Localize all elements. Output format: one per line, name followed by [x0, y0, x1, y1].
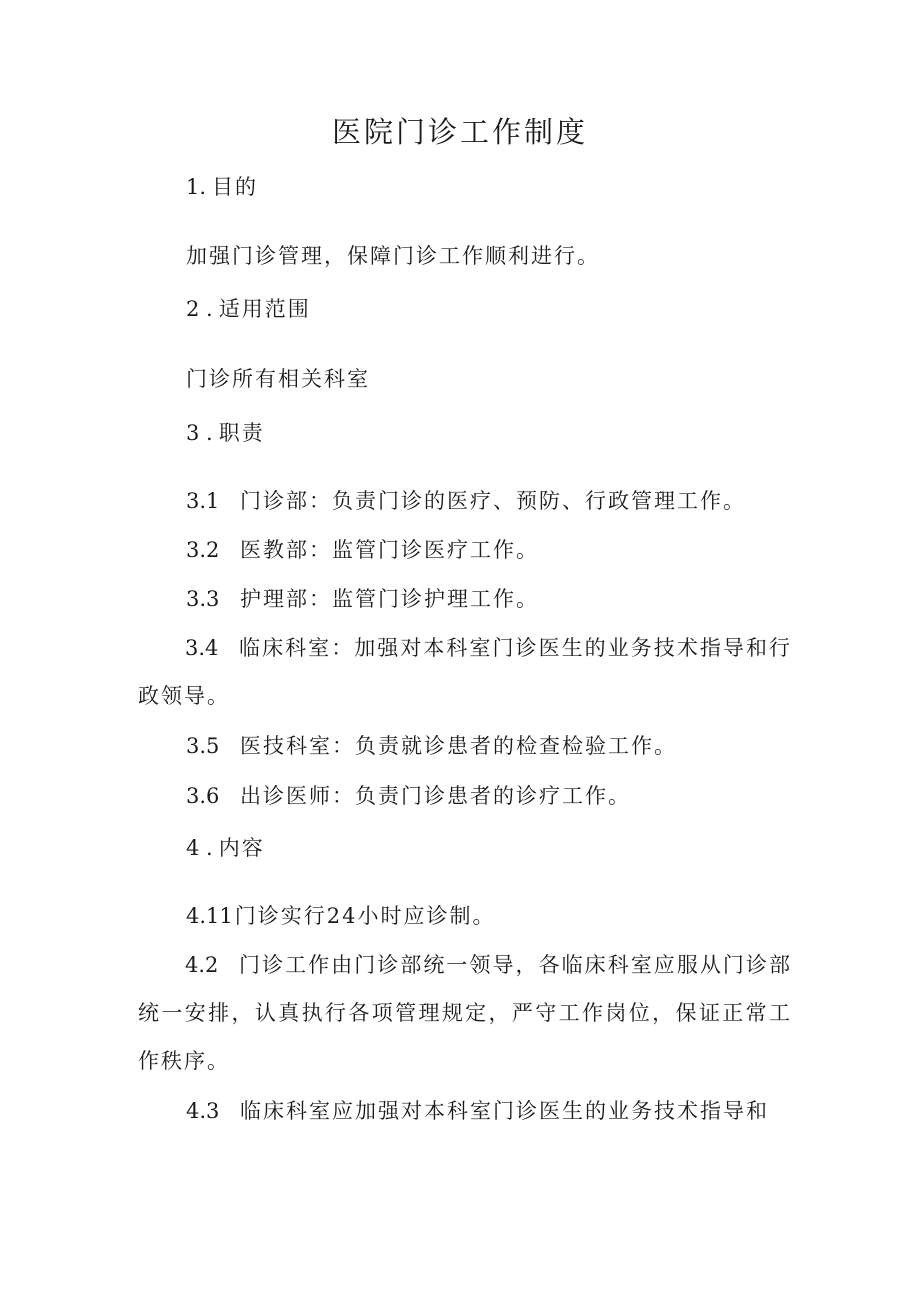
document-title: 医院门诊工作制度	[331, 115, 588, 149]
item-text: 门诊工作由门诊部统一领导，各临床科室应服从门诊部统一安排，认真执行各项管理规定，严守工作岗位，保证正常工作秩序。	[138, 953, 792, 1073]
item-text: 医技科室：负责就诊患者的检查检验工作。	[240, 734, 677, 758]
item-number: 3.6	[186, 784, 220, 808]
section-2-heading	[186, 294, 311, 324]
section-title: 适用范围	[218, 297, 311, 321]
item-number: 4.1	[186, 904, 220, 928]
list-item	[186, 781, 631, 811]
list-item	[186, 584, 539, 614]
list-item	[186, 486, 746, 516]
item-text: 护理部：监管门诊护理工作。	[240, 587, 539, 611]
section-title: 目的	[212, 175, 259, 199]
section-title: 职责	[218, 421, 265, 445]
section-number: 3 .	[186, 421, 213, 445]
item-number: 3.2	[186, 538, 220, 562]
section-number: 4 .	[186, 836, 213, 860]
section-number: 1.	[186, 175, 207, 199]
item-number: 3.4	[185, 636, 219, 660]
section-title: 内容	[218, 836, 265, 860]
list-item	[138, 624, 792, 720]
item-number: 3.3	[186, 587, 220, 611]
item-text: 临床科室应加强对本科室门诊医生的业务技术指导和	[240, 1099, 769, 1123]
item-text: 医教部：监管门诊医疗工作。	[240, 538, 539, 562]
list-item	[186, 1096, 769, 1126]
item-number: 3.1	[186, 489, 220, 513]
item-number: 4.2	[185, 953, 219, 977]
item-number: 3.5	[186, 734, 220, 758]
list-item	[186, 731, 677, 761]
section-number: 2 .	[186, 297, 213, 321]
item-text: 临床科室：加强对本科室门诊医生的业务技术指导和行政领导。	[138, 636, 792, 708]
section-4-heading	[186, 833, 265, 863]
item-number: 4.3	[186, 1099, 220, 1123]
section-1-text: 加强门诊管理，保障门诊工作顺利进行。	[186, 244, 600, 268]
section-1-heading	[186, 172, 258, 202]
item-text: 门诊部：负责门诊的医疗、预防、行政管理工作。	[240, 489, 746, 513]
list-item	[186, 901, 496, 931]
item-text: 1门诊实行24小时应诊制。	[219, 904, 496, 928]
section-3-heading	[186, 418, 265, 448]
section-2-text: 门诊所有相关科室	[186, 367, 370, 391]
list-item	[138, 941, 792, 1085]
list-item	[186, 535, 539, 565]
item-text: 出诊医师：负责门诊患者的诊疗工作。	[240, 784, 631, 808]
